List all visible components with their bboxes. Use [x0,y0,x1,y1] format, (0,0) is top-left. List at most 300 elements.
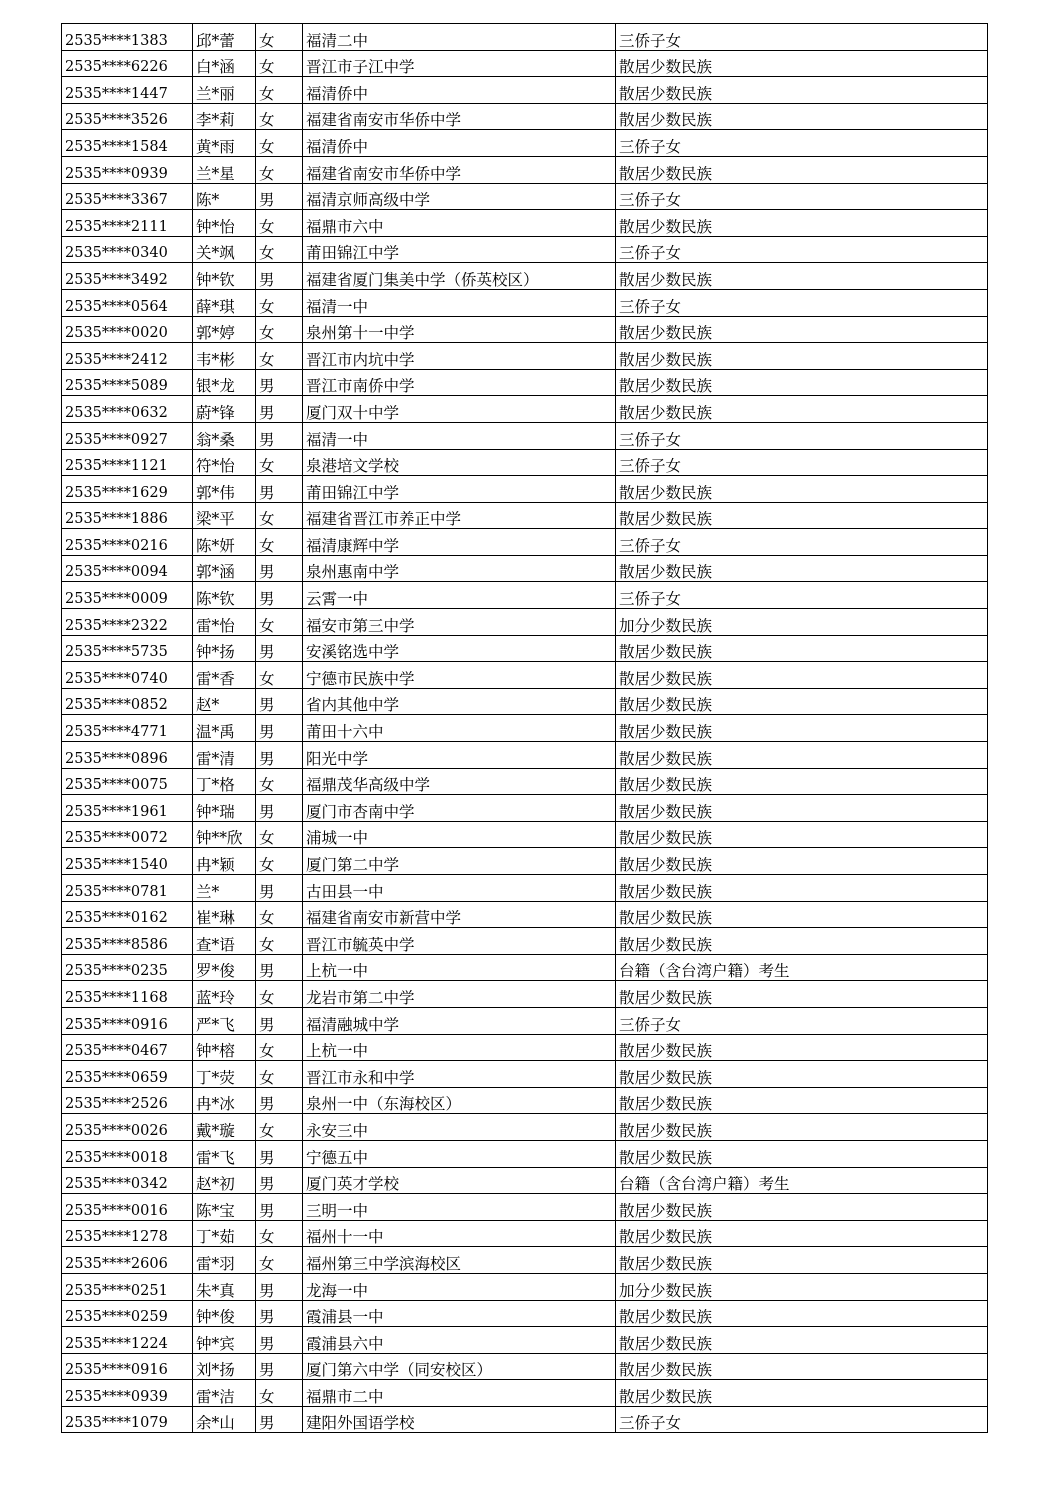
category-cell: 散居少数民族 [616,715,988,742]
applicant-table [61,23,988,1433]
table-row [62,156,988,183]
gender-cell: 女 [256,1034,303,1061]
table-row [62,1140,988,1167]
school-cell: 福建省晋江市养正中学 [303,502,616,529]
category-cell: 散居少数民族 [616,156,988,183]
candidate-id-cell: 2535****4771 [62,715,193,742]
school-cell: 福州十一中 [303,1220,616,1247]
table-row [62,1327,988,1354]
school-cell: 福清京师高级中学 [303,183,616,210]
name-cell: 雷*香 [193,662,256,689]
name-cell: 薛*琪 [193,289,256,316]
candidate-id-cell: 2535****1224 [62,1327,193,1354]
gender-cell: 女 [256,768,303,795]
name-cell: 兰*星 [193,156,256,183]
category-cell: 散居少数民族 [616,1034,988,1061]
school-cell: 厦门第二中学 [303,848,616,875]
category-cell: 散居少数民族 [616,768,988,795]
name-cell: 陈*钦 [193,582,256,609]
category-cell: 散居少数民族 [616,555,988,582]
school-cell: 建阳外国语学校 [303,1406,616,1433]
candidate-id-cell: 2535****1383 [62,24,193,51]
table-row [62,289,988,316]
name-cell: 钟*榕 [193,1034,256,1061]
school-cell: 晋江市内坑中学 [303,343,616,370]
candidate-id-cell: 2535****6226 [62,50,193,77]
table-row [62,396,988,423]
candidate-id-cell: 2535****0632 [62,396,193,423]
candidate-id-cell: 2535****1629 [62,476,193,503]
table-row [62,236,988,263]
candidate-id-cell: 2535****0342 [62,1167,193,1194]
name-cell: 雷*羽 [193,1247,256,1274]
name-cell: 丁*荧 [193,1061,256,1088]
category-cell: 散居少数民族 [616,502,988,529]
name-cell: 黄*雨 [193,130,256,157]
candidate-id-cell: 2535****3526 [62,103,193,130]
table-row [62,954,988,981]
table-row [62,77,988,104]
candidate-id-cell: 2535****1121 [62,449,193,476]
name-cell: 郭*涵 [193,555,256,582]
candidate-id-cell: 2535****2111 [62,210,193,237]
name-cell: 符*怡 [193,449,256,476]
name-cell: 刘*扬 [193,1353,256,1380]
table-row [62,1167,988,1194]
candidate-id-cell: 2535****0896 [62,742,193,769]
gender-cell: 男 [256,954,303,981]
gender-cell: 男 [256,1140,303,1167]
school-cell: 省内其他中学 [303,688,616,715]
gender-cell: 男 [256,1406,303,1433]
name-cell: 梁*平 [193,502,256,529]
name-cell: 钟*俊 [193,1300,256,1327]
candidate-id-cell: 2535****0939 [62,156,193,183]
name-cell: 兰* [193,875,256,902]
table-row [62,1353,988,1380]
school-cell: 福安市第三中学 [303,609,616,636]
category-cell: 三侨子女 [616,183,988,210]
table-row [62,1273,988,1300]
school-cell: 福清一中 [303,289,616,316]
school-cell: 晋江市南侨中学 [303,369,616,396]
gender-cell: 男 [256,555,303,582]
candidate-id-cell: 2535****0659 [62,1061,193,1088]
school-cell: 福州第三中学滨海校区 [303,1247,616,1274]
category-cell: 台籍（含台湾户籍）考生 [616,954,988,981]
category-cell: 散居少数民族 [616,848,988,875]
name-cell: 雷*清 [193,742,256,769]
school-cell: 阳光中学 [303,742,616,769]
school-cell: 福清康辉中学 [303,529,616,556]
gender-cell: 女 [256,103,303,130]
category-cell: 散居少数民族 [616,981,988,1008]
category-cell: 散居少数民族 [616,1247,988,1274]
category-cell: 散居少数民族 [616,396,988,423]
table-row [62,928,988,955]
table-row [62,848,988,875]
name-cell: 陈* [193,183,256,210]
category-cell: 散居少数民族 [616,662,988,689]
candidate-id-cell: 2535****0009 [62,582,193,609]
gender-cell: 男 [256,795,303,822]
category-cell: 三侨子女 [616,449,988,476]
name-cell: 陈*妍 [193,529,256,556]
school-cell: 福建省厦门集美中学（侨英校区） [303,263,616,290]
table-row [62,1114,988,1141]
category-cell: 三侨子女 [616,529,988,556]
school-cell: 云霄一中 [303,582,616,609]
school-cell: 安溪铭选中学 [303,635,616,662]
name-cell: 钟*扬 [193,635,256,662]
name-cell: 兰*丽 [193,77,256,104]
school-cell: 厦门英才学校 [303,1167,616,1194]
name-cell: 翁*桑 [193,422,256,449]
category-cell: 散居少数民族 [616,1380,988,1407]
school-cell: 浦城一中 [303,821,616,848]
school-cell: 福鼎市六中 [303,210,616,237]
school-cell: 莆田十六中 [303,715,616,742]
gender-cell: 女 [256,24,303,51]
table-row [62,662,988,689]
name-cell: 关*飒 [193,236,256,263]
candidate-id-cell: 2535****2526 [62,1087,193,1114]
name-cell: 钟*瑞 [193,795,256,822]
candidate-id-cell: 2535****0916 [62,1007,193,1034]
school-cell: 福清融城中学 [303,1007,616,1034]
table-row [62,24,988,51]
name-cell: 郭*婷 [193,316,256,343]
gender-cell: 女 [256,928,303,955]
candidate-id-cell: 2535****0094 [62,555,193,582]
school-cell: 泉港培文学校 [303,449,616,476]
name-cell: 查*语 [193,928,256,955]
name-cell: 郭*伟 [193,476,256,503]
table-row [62,130,988,157]
gender-cell: 女 [256,156,303,183]
table-row [62,555,988,582]
table-row [62,688,988,715]
category-cell: 散居少数民族 [616,77,988,104]
category-cell: 散居少数民族 [616,901,988,928]
category-cell: 散居少数民族 [616,875,988,902]
gender-cell: 男 [256,1353,303,1380]
name-cell: 邱*蕾 [193,24,256,51]
candidate-id-cell: 2535****0020 [62,316,193,343]
gender-cell: 男 [256,582,303,609]
school-cell: 晋江市子江中学 [303,50,616,77]
school-cell: 厦门市杏南中学 [303,795,616,822]
school-cell: 福清一中 [303,422,616,449]
gender-cell: 女 [256,289,303,316]
school-cell: 古田县一中 [303,875,616,902]
school-cell: 晋江市永和中学 [303,1061,616,1088]
table-row [62,715,988,742]
gender-cell: 男 [256,1007,303,1034]
gender-cell: 男 [256,875,303,902]
school-cell: 宁德市民族中学 [303,662,616,689]
table-row [62,263,988,290]
category-cell: 散居少数民族 [616,103,988,130]
category-cell: 散居少数民族 [616,263,988,290]
gender-cell: 男 [256,263,303,290]
candidate-id-cell: 2535****0340 [62,236,193,263]
category-cell: 三侨子女 [616,130,988,157]
candidate-id-cell: 2535****1584 [62,130,193,157]
table-row [62,1007,988,1034]
school-cell: 福清侨中 [303,77,616,104]
name-cell: 赵*初 [193,1167,256,1194]
school-cell: 福建省南安市华侨中学 [303,156,616,183]
table-row [62,981,988,1008]
school-cell: 福鼎茂华高级中学 [303,768,616,795]
gender-cell: 男 [256,1087,303,1114]
category-cell: 散居少数民族 [616,1114,988,1141]
name-cell: 白*涵 [193,50,256,77]
gender-cell: 男 [256,715,303,742]
candidate-id-cell: 2535****1168 [62,981,193,1008]
candidate-id-cell: 2535****0939 [62,1380,193,1407]
name-cell: 银*龙 [193,369,256,396]
table-row [62,529,988,556]
table-row [62,875,988,902]
school-cell: 泉州一中（东海校区） [303,1087,616,1114]
name-cell: 钟**欣 [193,821,256,848]
name-cell: 钟*钦 [193,263,256,290]
school-cell: 泉州惠南中学 [303,555,616,582]
category-cell: 三侨子女 [616,1007,988,1034]
gender-cell: 女 [256,609,303,636]
category-cell: 散居少数民族 [616,1140,988,1167]
gender-cell: 男 [256,369,303,396]
candidate-id-cell: 2535****2606 [62,1247,193,1274]
name-cell: 蔚*锋 [193,396,256,423]
candidate-id-cell: 2535****1079 [62,1406,193,1433]
candidate-id-cell: 2535****0916 [62,1353,193,1380]
category-cell: 散居少数民族 [616,343,988,370]
school-cell: 福清侨中 [303,130,616,157]
gender-cell: 男 [256,742,303,769]
gender-cell: 女 [256,502,303,529]
name-cell: 蓝*玲 [193,981,256,1008]
name-cell: 李*莉 [193,103,256,130]
candidate-id-cell: 2535****0781 [62,875,193,902]
gender-cell: 女 [256,981,303,1008]
table-row [62,795,988,822]
school-cell: 厦门双十中学 [303,396,616,423]
candidate-id-cell: 2535****2322 [62,609,193,636]
name-cell: 崔*琳 [193,901,256,928]
candidate-id-cell: 2535****3492 [62,263,193,290]
category-cell: 散居少数民族 [616,928,988,955]
candidate-id-cell: 2535****0018 [62,1140,193,1167]
table-row [62,1087,988,1114]
school-cell: 霞浦县六中 [303,1327,616,1354]
gender-cell: 女 [256,316,303,343]
gender-cell: 女 [256,343,303,370]
category-cell: 散居少数民族 [616,821,988,848]
school-cell: 莆田锦江中学 [303,476,616,503]
school-cell: 泉州第十一中学 [303,316,616,343]
table-row [62,183,988,210]
candidate-id-cell: 2535****0852 [62,688,193,715]
name-cell: 赵* [193,688,256,715]
candidate-id-cell: 2535****0075 [62,768,193,795]
category-cell: 加分少数民族 [616,1273,988,1300]
candidate-id-cell: 2535****1447 [62,77,193,104]
table-row [62,316,988,343]
gender-cell: 男 [256,1327,303,1354]
table-row [62,1061,988,1088]
name-cell: 余*山 [193,1406,256,1433]
table-row [62,343,988,370]
table-row [62,103,988,130]
name-cell: 冉*颖 [193,848,256,875]
candidate-id-cell: 2535****0251 [62,1273,193,1300]
gender-cell: 女 [256,1380,303,1407]
category-cell: 加分少数民族 [616,609,988,636]
gender-cell: 女 [256,529,303,556]
gender-cell: 男 [256,1273,303,1300]
name-cell: 雷*飞 [193,1140,256,1167]
gender-cell: 男 [256,396,303,423]
table-row [62,210,988,237]
gender-cell: 女 [256,1220,303,1247]
table-row [62,476,988,503]
category-cell: 三侨子女 [616,24,988,51]
school-cell: 永安三中 [303,1114,616,1141]
table-row [62,901,988,928]
school-cell: 福清二中 [303,24,616,51]
school-cell: 上杭一中 [303,954,616,981]
candidate-id-cell: 2535****0564 [62,289,193,316]
gender-cell: 男 [256,422,303,449]
gender-cell: 男 [256,1300,303,1327]
category-cell: 三侨子女 [616,582,988,609]
table-row [62,1380,988,1407]
gender-cell: 女 [256,210,303,237]
candidate-id-cell: 2535****0467 [62,1034,193,1061]
category-cell: 三侨子女 [616,422,988,449]
category-cell: 散居少数民族 [616,1327,988,1354]
name-cell: 陈*宝 [193,1194,256,1221]
school-cell: 宁德五中 [303,1140,616,1167]
candidate-id-cell: 2535****1961 [62,795,193,822]
category-cell: 散居少数民族 [616,795,988,822]
name-cell: 雷*怡 [193,609,256,636]
gender-cell: 女 [256,50,303,77]
table-row [62,768,988,795]
table-row [62,742,988,769]
table-row [62,635,988,662]
table-row [62,1220,988,1247]
candidate-id-cell: 2535****0259 [62,1300,193,1327]
gender-cell: 女 [256,901,303,928]
category-cell: 散居少数民族 [616,1087,988,1114]
candidate-id-cell: 2535****0927 [62,422,193,449]
candidate-id-cell: 2535****1540 [62,848,193,875]
school-cell: 莆田锦江中学 [303,236,616,263]
candidate-id-cell: 2535****0026 [62,1114,193,1141]
category-cell: 散居少数民族 [616,1194,988,1221]
candidate-id-cell: 2535****8586 [62,928,193,955]
gender-cell: 女 [256,77,303,104]
category-cell: 散居少数民族 [616,635,988,662]
name-cell: 罗*俊 [193,954,256,981]
category-cell: 散居少数民族 [616,1220,988,1247]
candidate-id-cell: 2535****2412 [62,343,193,370]
candidate-id-cell: 2535****3367 [62,183,193,210]
table-row [62,1034,988,1061]
candidate-id-cell: 2535****1886 [62,502,193,529]
gender-cell: 男 [256,688,303,715]
category-cell: 三侨子女 [616,1406,988,1433]
name-cell: 钟*怡 [193,210,256,237]
school-cell: 上杭一中 [303,1034,616,1061]
gender-cell: 男 [256,1167,303,1194]
gender-cell: 男 [256,183,303,210]
category-cell: 散居少数民族 [616,316,988,343]
school-cell: 福建省南安市新营中学 [303,901,616,928]
table-body [62,24,988,1433]
candidate-id-cell: 2535****5735 [62,635,193,662]
gender-cell: 男 [256,635,303,662]
name-cell: 韦*彬 [193,343,256,370]
candidate-id-cell: 2535****0740 [62,662,193,689]
table-row [62,821,988,848]
category-cell: 三侨子女 [616,236,988,263]
category-cell: 散居少数民族 [616,1353,988,1380]
category-cell: 散居少数民族 [616,1300,988,1327]
school-cell: 龙海一中 [303,1273,616,1300]
name-cell: 戴*璇 [193,1114,256,1141]
school-cell: 福鼎市二中 [303,1380,616,1407]
gender-cell: 女 [256,1114,303,1141]
school-cell: 三明一中 [303,1194,616,1221]
category-cell: 散居少数民族 [616,210,988,237]
table-row [62,50,988,77]
category-cell: 散居少数民族 [616,476,988,503]
name-cell: 钟*宾 [193,1327,256,1354]
candidate-id-cell: 2535****1278 [62,1220,193,1247]
name-cell: 丁*格 [193,768,256,795]
table-row [62,1247,988,1274]
gender-cell: 女 [256,848,303,875]
name-cell: 雷*洁 [193,1380,256,1407]
name-cell: 冉*冰 [193,1087,256,1114]
category-cell: 散居少数民族 [616,369,988,396]
category-cell: 台籍（含台湾户籍）考生 [616,1167,988,1194]
candidate-id-cell: 2535****0162 [62,901,193,928]
category-cell: 散居少数民族 [616,742,988,769]
candidate-id-cell: 2535****0016 [62,1194,193,1221]
gender-cell: 女 [256,662,303,689]
gender-cell: 女 [256,130,303,157]
table-row [62,1406,988,1433]
name-cell: 严*飞 [193,1007,256,1034]
table-row [62,449,988,476]
category-cell: 三侨子女 [616,289,988,316]
table-row [62,1194,988,1221]
gender-cell: 男 [256,1194,303,1221]
gender-cell: 女 [256,1061,303,1088]
school-cell: 福建省南安市华侨中学 [303,103,616,130]
category-cell: 散居少数民族 [616,1061,988,1088]
name-cell: 朱*真 [193,1273,256,1300]
candidate-id-cell: 2535****0235 [62,954,193,981]
category-cell: 散居少数民族 [616,50,988,77]
school-cell: 晋江市毓英中学 [303,928,616,955]
